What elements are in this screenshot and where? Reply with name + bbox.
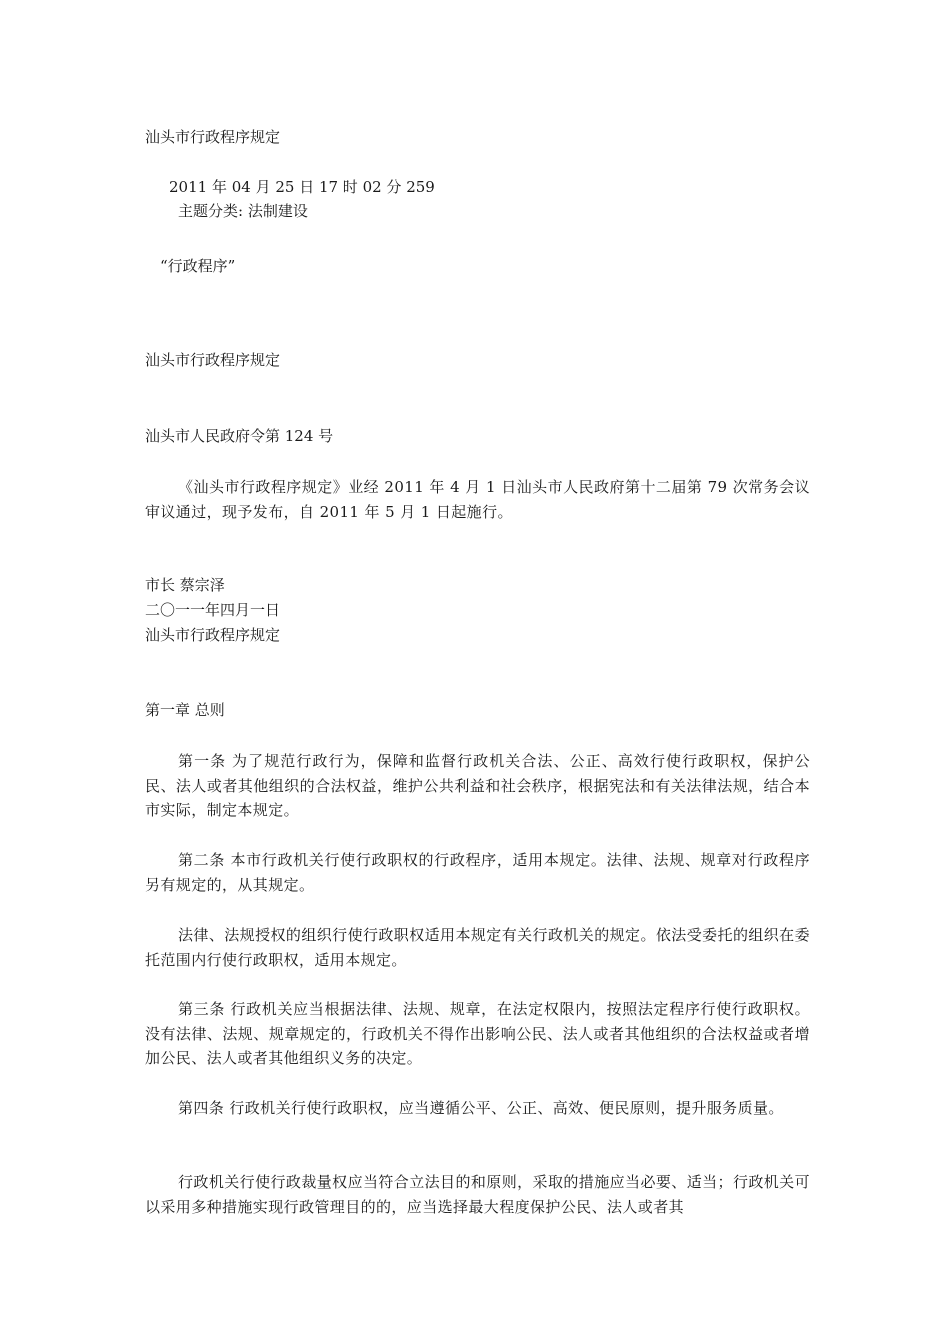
article-2-paragraph-2: 法律、法规授权的组织行使行政职权适用本规定有关行政机关的规定。依法受委托的组织在委托范围内行使行政职权，适用本规定。 [145, 926, 810, 969]
signing-date: 二〇一一年四月一日 [145, 601, 281, 619]
document-title: 汕头市行政程序规定 [145, 128, 281, 146]
mayor-signature: 市长 蔡宗泽 [145, 576, 225, 594]
decree-number: 汕头市人民政府令第 124 号 [145, 427, 334, 445]
publish-date: 2011 年 04 月 25 日 17 时 02 分 259 [169, 178, 435, 196]
article-4-paragraph-2: 行政机关行使行政裁量权应当符合立法目的和原则，采取的措施应当必要、适当；行政机关可以采用多种措施实现行政管理目的的，应当选择最大程度保护公民、法人或者其 [145, 1173, 810, 1216]
topic-category: 主题分类: 法制建设 [178, 202, 308, 220]
regulation-title: 汕头市行政程序规定 [145, 351, 281, 369]
chapter-heading: 第一章 总则 [145, 701, 225, 719]
article-3: 第三条 行政机关应当根据法律、法规、规章，在法定权限内，按照法定程序行使行政职权。没有法律、法规、规章规定的，行政机关不得作出影响公民、法人或者其他组织的合法权益或者增加公民、法人或者其他组织义务的决定。 [145, 1000, 810, 1067]
preamble-paragraph: 《汕头市行政程序规定》业经 2011 年 4 月 1 日汕头市人民政府第十二届第 79 次常务会议审议通过，现予发布，自 2011 年 5 月 1 日起施行。 [145, 478, 810, 521]
article-2: 第二条 本市行政机关行使行政职权的行政程序，适用本规定。法律、法规、规章对行政程序另有规定的，从其规定。 [145, 851, 810, 894]
article-4: 第四条 行政机关行使行政职权，应当遵循公平、公正、高效、便民原则，提升服务质量。 [178, 1099, 784, 1117]
article-1: 第一条 为了规范行政行为，保障和监督行政机关合法、公正、高效行使行政职权，保护公民、法人或者其他组织的合法权益，维护公共利益和社会秩序，根据宪法和有关法律法规，结合本市实际，制定本规定。 [145, 752, 810, 819]
regulation-title-repeat: 汕头市行政程序规定 [145, 626, 281, 644]
keyword: “行政程序” [160, 257, 236, 275]
